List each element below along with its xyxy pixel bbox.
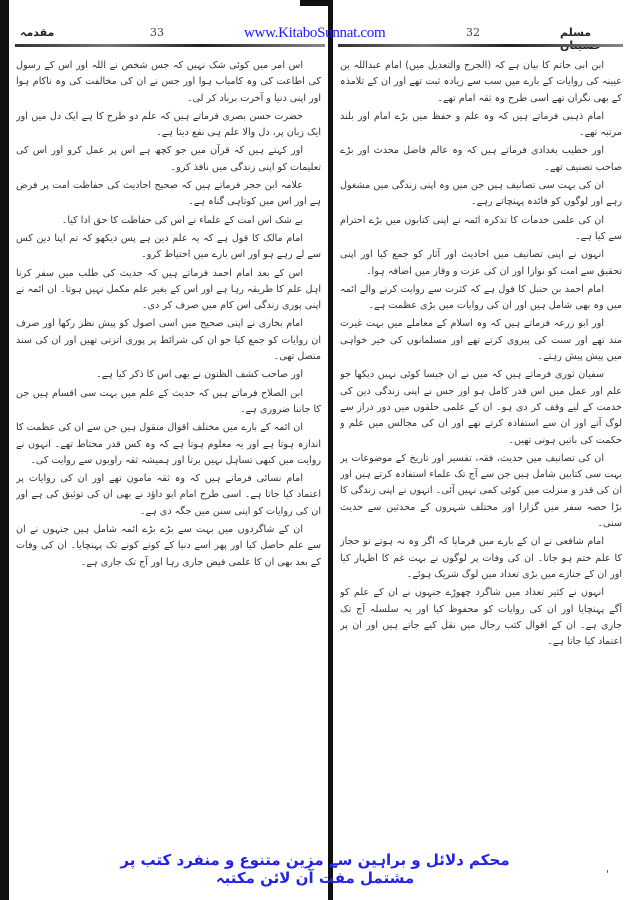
right-page-text — [340, 58, 622, 838]
paragraph: ابن الصلاح فرماتے ہیں کہ حدیث کے علم میں بہت سی اقسام ہیں جن کا جاننا ضروری ہے۔ — [16, 387, 321, 415]
paragraph: اور خطیب بغدادی فرماتے ہیں کہ وہ عالم فاضل محدث اور بڑے صاحب تصنیف تھے۔ — [340, 145, 622, 173]
left-page-text — [16, 58, 321, 838]
paragraph: ان ائمہ کے بارے میں مختلف اقوال منقول ہیں جن سے ان کی عظمت کا اندازہ ہوتا ہے اور یہ معلوم ہوتا ہے کہ وہ کس قدر محتاط تھے۔ انہوں نے روایت میں کبھی تساہل نہیں برتا اور ہمیشہ ثقہ راویوں سے روایت کی۔ — [16, 422, 321, 466]
paragraph: انہوں نے کثیر تعداد میں شاگرد چھوڑے جنہوں نے ان کے علم کو آگے پہنچایا اور ان کی روایات کو محفوظ کیا اور یہ سلسلہ آج تک جاری ہے۔ ان کے اقوال کتب رجال میں نقل کیے جاتے ہیں اور ان پر اعتماد کیا جاتا ہے۔ — [340, 587, 622, 648]
paragraph: امام بخاری نے اپنی صحیح میں اسی اصول کو پیش نظر رکھا اور صرف ان روایات کو جمع کیا جو ان کی شرائط پر پوری اترتی تھیں اور ان کی سند متصل تھی۔ — [16, 318, 321, 363]
paragraph: امام احمد بن حنبل کا قول ہے کہ کثرت سے روایت کرنے والے ائمہ میں وہ بھی شامل ہیں اور ان کی روایات میں بڑی عظمت ہے۔ — [340, 283, 622, 312]
paragraph: اور کہتے ہیں کہ قرآن میں جو کچھ ہے اس پر عمل کرو اور اس کی تعلیمات کو اپنی زندگی میں نافذ کرو۔ — [16, 145, 321, 173]
paragraph: اس امر میں کوئی شک نہیں کہ جس شخص نے اللہ اور اس کے رسول کی اطاعت کی وہ کامیاب ہوا اور جس نے ان کی مخالفت کی وہ ناکام ہوا اور اپنی دنیا و آخرت برباد کر لی۔ — [16, 60, 321, 104]
paragraph: اور ابو زرعہ فرماتے ہیں کہ وہ اسلام کے معاملے میں بہت غیرت مند تھے اور سنت کی پیروی کرتے تھے اور مسلمانوں کی خیر خواہی میں پیش پیش رہتے۔ — [340, 318, 622, 363]
scan-edge-bar — [0, 0, 9, 900]
left-page-number: 33 — [150, 26, 164, 39]
paragraph: اس کے بعد امام احمد فرماتے ہیں کہ حدیث کی طلب میں سفر کرنا اہل علم کا طریقہ رہا ہے اور اس کے بغیر علم مکمل نہیں ہوتا۔ ان ائمہ نے اپنی پوری زندگی اس کام میں صرف کر دی۔ — [16, 267, 321, 312]
right-header-rule — [338, 44, 623, 47]
paragraph: علامہ ابن حجر فرماتے ہیں کہ صحیح احادیث کی حفاظت امت پر فرض ہے اور اس میں کوتاہی گناہ ہے۔ — [16, 180, 321, 208]
paragraph: اور صاحب کشف الظنون نے بھی اس کا ذکر کیا ہے۔ — [96, 369, 303, 381]
scan-spine-top — [300, 0, 330, 6]
left-running-title: مقدمہ — [20, 26, 55, 39]
paragraph: ان کے شاگردوں میں بہت سے بڑے بڑے ائمہ شامل ہیں جنہوں نے ان سے علم حاصل کیا اور پھر اسے دنیا کے کونے کونے تک پہنچایا۔ ان کی وفات کے بعد بھی ان کا علمی فیض جاری رہا اور آج تک جاری ہے۔ — [16, 524, 321, 568]
paragraph: ابن ابی حاتم کا بیان ہے کہ (الجرح والتعدیل میں) امام عبداللہ بن عیینہ کی روایات کے بارے میں سب سے زیادہ ثبت تھے اور ان کے تلامذہ کے بھی نگران تھے اسی طرح وہ ثقہ امام تھے۔ — [340, 60, 622, 104]
paragraph: امام نسائی فرماتے ہیں کہ وہ ثقہ مامون تھے اور ان کی روایات پر اعتماد کیا جاتا ہے۔ اسی طرح امام ابو داؤد نے بھی ان کی توثیق کی ہے اور ان کی روایات کو اپنی سنن میں جگہ دی ہے۔ — [16, 473, 321, 517]
book-spine-divider — [328, 0, 333, 900]
paragraph: امام شافعی نے ان کے بارے میں فرمایا کہ اگر وہ نہ ہوتے تو حجاز کا علم ختم ہو جاتا۔ ان کی وفات پر لوگوں نے بہت غم کا اظہار کیا اور ان کے جنازے میں بڑی تعداد میں لوگ شریک ہوئے۔ — [340, 536, 622, 580]
paragraph: سفیان ثوری فرماتے ہیں کہ میں نے ان جیسا کوئی نہیں دیکھا جو علم اور عمل میں اس قدر کامل ہو اور جس نے اپنی زندگی دین کی خدمت کے لیے وقف کر دی ہو۔ ان کے علمی حلقوں میں دور دراز سے لوگ آتے اور ان سے استفادہ کرتے تھے اور ان کی مجالس میں علم و حکمت کی باتیں ہوتی تھیں۔ — [340, 369, 622, 446]
paragraph: امام ذہبی فرماتے ہیں کہ وہ علم و حفظ میں بڑے امام اور بلند مرتبہ تھے۔ — [340, 110, 622, 139]
paragraph: انہوں نے اپنی تصانیف میں احادیث اور آثار کو جمع کیا اور اپنی تحقیق سے امت کو نوازا اور ان کی عزت و وقار میں اضافہ ہوا۔ — [340, 249, 622, 277]
scan-mark: ' — [606, 868, 610, 881]
left-header-rule — [15, 44, 325, 47]
paragraph: ان کی بہت سی تصانیف ہیں جن میں وہ اپنی زندگی میں مشغول رہے اور لوگوں کو فائدہ پہنچاتے رہے۔ — [340, 180, 622, 208]
paragraph: ان کی علمی خدمات کا تذکرہ ائمہ نے اپنی کتابوں میں بڑے احترام سے کیا ہے۔ — [340, 214, 622, 242]
paragraph: امام مالک کا قول ہے کہ یہ علم دین ہے پس دیکھو کہ تم اپنا دین کس سے لے رہے ہو اور اس بارے میں احتیاط کرو۔ — [16, 232, 321, 261]
watermark-url-link[interactable]: www.KitaboSunnat.com — [244, 25, 386, 41]
right-running-title: مسلم — [560, 26, 592, 39]
paragraph: ان کی تصانیف میں حدیث، فقہ، تفسیر اور تاریخ کے موضوعات پر بہت سی کتابیں شامل ہیں جن سے آج تک علماء استفادہ کرتے ہیں اور ان کی قدر و منزلت میں کوئی کمی نہیں آئی۔ انہوں نے اپنی زندگی کا بڑا حصہ سفر میں گزارا اور مختلف شہروں کے محدثین سے حدیث سنی۔ — [340, 452, 622, 530]
paragraph: بے شک اس امت کے علماء نے اس کی حفاظت کا حق ادا کیا۔ — [61, 214, 303, 226]
paragraph: حضرت حسن بصری فرماتے ہیں کہ علم دو طرح کا ہے ایک دل میں اور ایک زبان پر، دل والا علم ہی نفع دیتا ہے۔ — [16, 110, 321, 139]
footer-promo-text: محکم دلائل و براہین سے مزین متنوع و منفرد کتب پر مشتمل مفت آن لائن مکتبہ — [120, 851, 510, 887]
right-page-number: 32 — [466, 26, 480, 39]
